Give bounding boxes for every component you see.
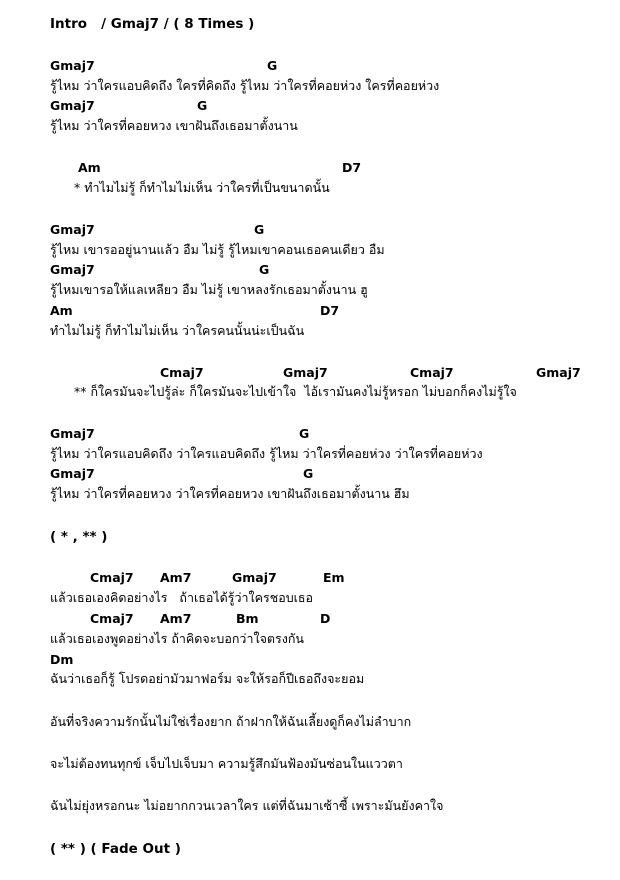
lyric-line: รู้ไหม ว่าใครที่คอยหวง ว่าใครที่คอยหวง เขาฝันถึงเธอมาตั้งนาน ฮึม bbox=[50, 486, 410, 501]
lyric-line: รู้ไหม ว่าใครแอบคิดถึง ใครที่คิดถึง รู้ไหม ว่าใครที่คอยห่วง ใครที่คอยห่วง bbox=[50, 78, 440, 93]
chord: Gmaj7 bbox=[232, 570, 277, 585]
lyric-line: ฉันว่าเธอก็รู้ โปรดอย่ามัวมาฟอร์ม จะให้รอก็ปีเธอถึงจะยอม bbox=[50, 671, 365, 686]
lyric-line: รู้ไหม ว่าใครที่คอยหวง เขาฝันถึงเธอมาตั้งนาน bbox=[50, 118, 298, 133]
chord: Gmaj7 bbox=[50, 222, 95, 237]
chord: Gmaj7 bbox=[50, 58, 95, 73]
chord: Cmaj7 bbox=[410, 365, 454, 380]
chord: G bbox=[299, 426, 310, 441]
chord: Cmaj7 bbox=[160, 365, 204, 380]
chord: Cmaj7 bbox=[90, 570, 134, 585]
chord: Am7 bbox=[160, 570, 192, 585]
chord: Cmaj7 bbox=[90, 611, 134, 626]
chord: Am7 bbox=[160, 611, 192, 626]
chord: Em bbox=[323, 570, 345, 585]
lyric-line: * ทำไมไม่รู้ ก็ทำไมไม่เห็น ว่าใครที่เป็นขนาดนั้น bbox=[74, 180, 330, 195]
lyric-line: จะไม่ต้องทนทุกข์ เจ็บไปเจ็บมา ความรู้สึกมันฟ้องมันซ่อนในแววตา bbox=[50, 756, 403, 771]
lyric-line: แล้วเธอเองคิดอย่างไร ถ้าเธอได้รู้ว่าใครชอบเธอ bbox=[50, 590, 314, 605]
chord: D bbox=[320, 611, 331, 626]
lyric-line: รู้ไหมเขารอให้แลเหลียว อืม ไม่รู้ เขาหลงรักเธอมาตั้งนาน ฮู bbox=[50, 282, 368, 297]
chord: G bbox=[303, 466, 314, 481]
lyric-line: อันที่จริงความรักนั้นไม่ใช่เรื่องยาก ถ้าฝากให้ฉันเลี้ยงดูก็คงไม่ลำบาก bbox=[50, 714, 412, 729]
lyric-line: รู้ไหม ว่าใครแอบคิดถึง ว่าใครแอบคิดถึง รู้ไหม ว่าใครที่คอยห่วง ว่าใครที่คอยห่วง bbox=[50, 446, 483, 461]
chord: Am bbox=[50, 303, 73, 318]
chord: Am bbox=[78, 160, 101, 175]
chord: Bm bbox=[236, 611, 259, 626]
chord: G bbox=[259, 262, 270, 277]
lyric-line: แล้วเธอเองพูดอย่างไร ถ้าคิดจะบอกว่าใจตรงกัน bbox=[50, 631, 304, 646]
chord: G bbox=[267, 58, 278, 73]
chord: Gmaj7 bbox=[50, 98, 95, 113]
chord: Gmaj7 bbox=[536, 365, 581, 380]
chord: D7 bbox=[320, 303, 340, 318]
chord: Gmaj7 bbox=[50, 466, 95, 481]
chord: D7 bbox=[342, 160, 362, 175]
intro-line: Intro / Gmaj7 / ( 8 Times ) bbox=[50, 16, 255, 32]
lyric-line: ** ก็ใครมันจะไปรู้ล่ะ ก็ใครมันจะไปเข้าใจ ไอ้เรามันคงไม่รู้หรอก ไม่บอกก็คงไม่รู้ใจ bbox=[74, 384, 517, 399]
chord: Gmaj7 bbox=[50, 262, 95, 277]
chord: Gmaj7 bbox=[50, 426, 95, 441]
lyric-line: รู้ไหม เขารออยู่นานแล้ว อืม ไม่รู้ รู้ไหมเขาคอนเธอคนเดียว อืม bbox=[50, 242, 385, 257]
chord: Dm bbox=[50, 652, 74, 667]
lyric-line: ทำไมไม่รู้ ก็ทำไมไม่เห็น ว่าใครคนนั้นน่ะเป็นฉัน bbox=[50, 323, 305, 338]
ending-marker: ( ** ) ( Fade Out ) bbox=[50, 841, 181, 857]
chord: Gmaj7 bbox=[283, 365, 328, 380]
lyric-line: ฉันไม่ยุ่งหรอกนะ ไม่อยากกวนเวลาใคร แต่ที่ฉันมาเซ้าซี้ เพราะมันยังคาใจ bbox=[50, 798, 444, 813]
chord: G bbox=[197, 98, 208, 113]
chord: G bbox=[254, 222, 265, 237]
repeat-marker: ( * , ** ) bbox=[50, 529, 108, 545]
